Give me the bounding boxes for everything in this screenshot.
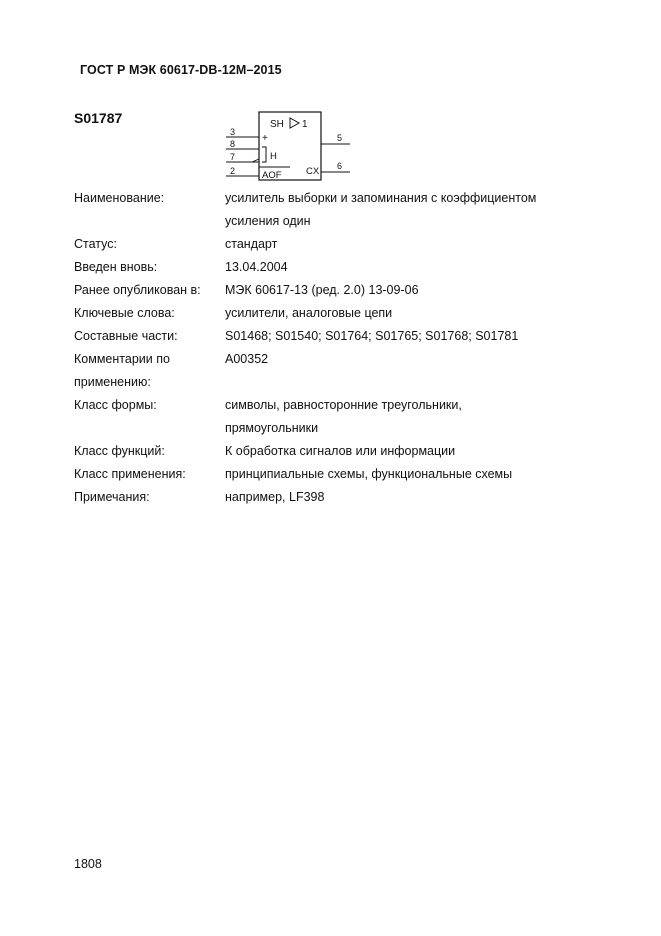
prop-value: S01468; S01540; S01764; S01765; S01768; S01781 xyxy=(225,329,519,343)
plus-label: + xyxy=(262,133,268,144)
prop-value: 13.04.2004 xyxy=(225,260,288,274)
func-label: SH xyxy=(270,119,284,130)
prop-label: Наименование: xyxy=(74,191,165,205)
document-header: ГОСТ Р МЭК 60617-DB-12M–2015 xyxy=(80,63,282,77)
symbol-code: S01787 xyxy=(74,110,123,126)
prop-label: Класс применения: xyxy=(74,467,186,481)
prop-label: Класс функций: xyxy=(74,444,165,458)
prop-row-introduced xyxy=(74,256,594,279)
prop-value: например, LF398 xyxy=(225,490,325,504)
prop-row-previously-published xyxy=(74,279,594,302)
prop-row-name xyxy=(74,187,594,233)
dynamic-input-indicator-icon xyxy=(252,159,259,162)
prop-row-function-class xyxy=(74,440,594,463)
prop-value: стандарт xyxy=(225,237,278,251)
prop-value: символы, равносторонние треугольники, прямоугольники xyxy=(225,398,462,435)
prop-label: Составные части: xyxy=(74,329,178,343)
prop-row-application-notes xyxy=(74,348,594,394)
hold-label: H xyxy=(270,151,277,162)
amplifier-triangle-icon xyxy=(290,118,299,128)
prop-row-shape-class xyxy=(74,394,594,440)
prop-row-application-class xyxy=(74,463,594,486)
pin-6-label: 6 xyxy=(337,161,343,171)
pin-5-label: 5 xyxy=(337,133,343,143)
prop-value: принципиальные схемы, функциональные схемы xyxy=(225,467,513,481)
page-number: 1808 xyxy=(74,857,102,871)
cx-label: CX xyxy=(306,166,320,177)
properties-table xyxy=(74,187,594,509)
prop-label: Ранее опубликован в: xyxy=(74,283,201,297)
aof-label: AOF xyxy=(262,170,282,181)
pin-3-label: 3 xyxy=(230,127,236,137)
gain-label: 1 xyxy=(302,119,308,130)
prop-label: Примечания: xyxy=(74,490,150,504)
prop-value: A00352 xyxy=(225,352,269,366)
symbol-figure xyxy=(222,110,358,186)
prop-value: К обработка сигналов или информации xyxy=(225,444,456,458)
prop-label: Ключевые слова: xyxy=(74,306,175,320)
prop-row-status xyxy=(74,233,594,256)
prop-value: МЭК 60617-13 (ред. 2.0) 13-09-06 xyxy=(225,283,419,297)
prop-label: Комментарии по применению: xyxy=(74,352,170,389)
pin-8-label: 8 xyxy=(230,139,236,149)
pin-2-label: 2 xyxy=(230,166,236,176)
sample-and-hold-amplifier-symbol xyxy=(222,110,358,186)
prop-row-keywords xyxy=(74,302,594,325)
pin-7-label: 7 xyxy=(230,152,236,162)
prop-value: усилители, аналоговые цепи xyxy=(225,306,393,320)
hold-bracket xyxy=(262,147,266,162)
prop-label: Статус: xyxy=(74,237,117,251)
prop-value: усилитель выборки и запоминания с коэффициентом усиления один xyxy=(225,191,537,228)
prop-row-components xyxy=(74,325,594,348)
prop-row-notes xyxy=(74,486,594,509)
prop-label: Введен вновь: xyxy=(74,260,158,274)
prop-label: Класс формы: xyxy=(74,398,157,412)
